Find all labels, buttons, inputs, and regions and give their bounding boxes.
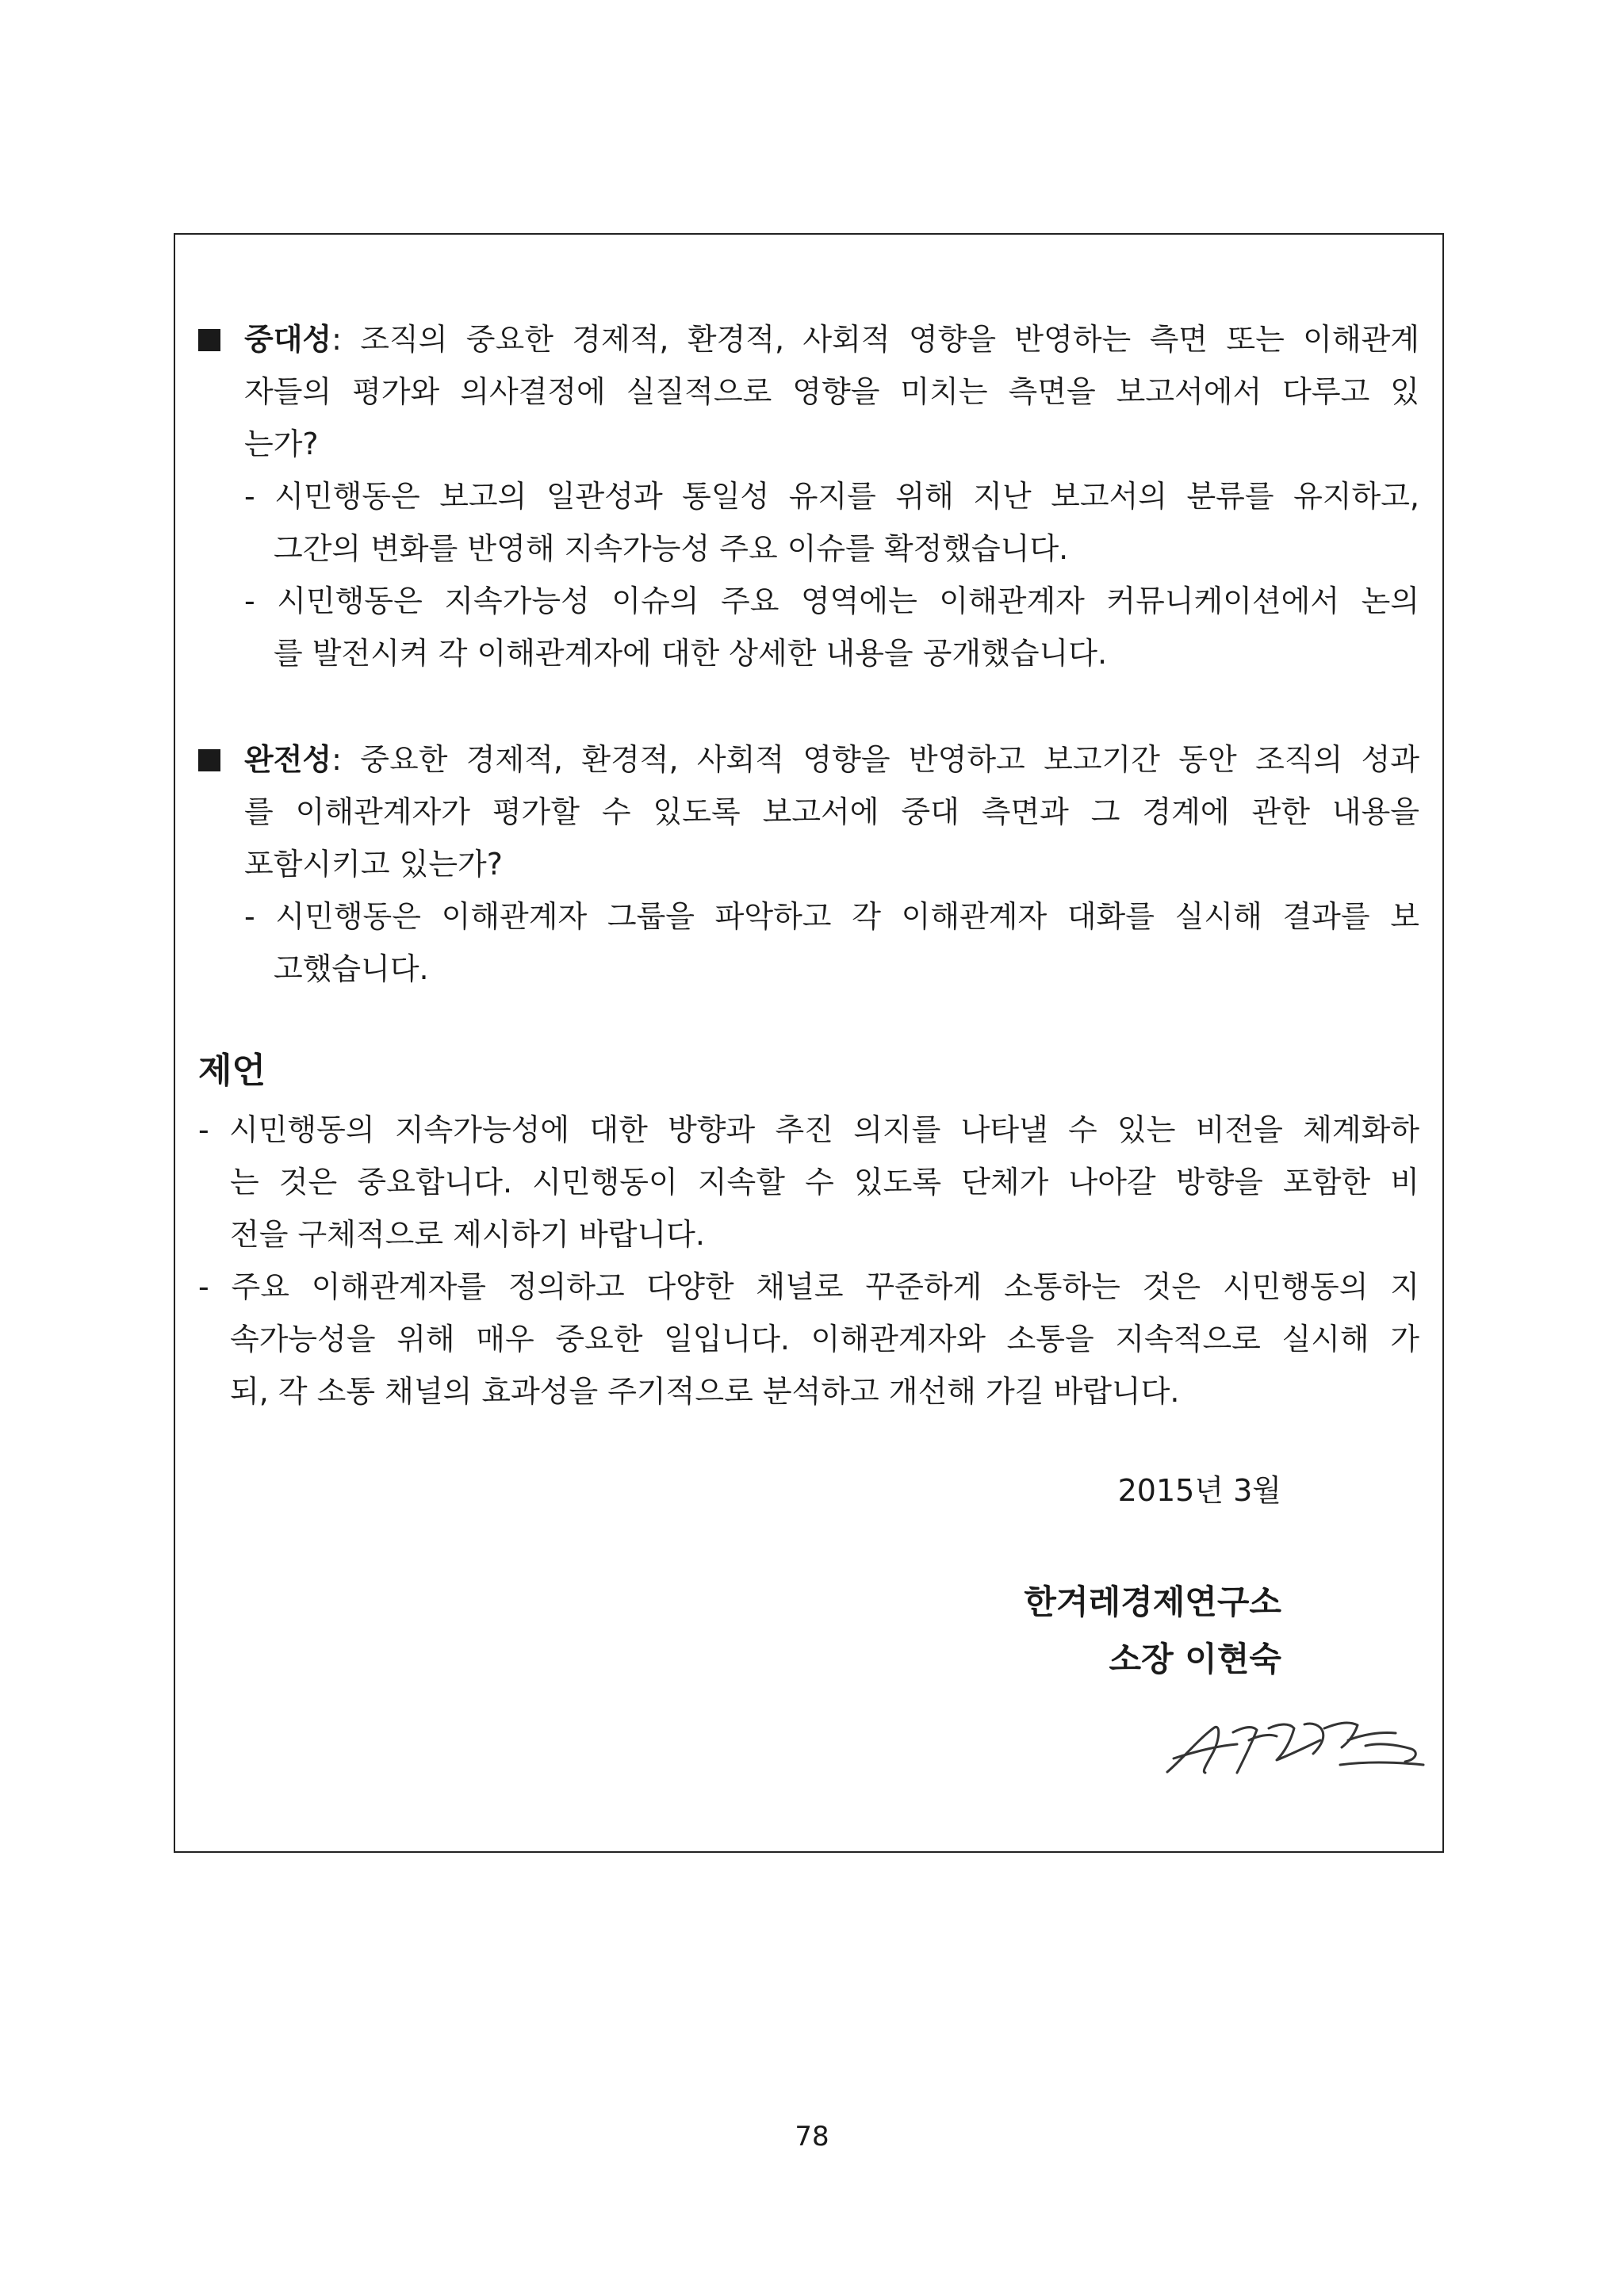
proposal-item2-line-2: 속가능성을 위해 매우 중요한 일입니다. 이해관계자와 소통을 지속적으로 실시해 가 <box>230 1322 1419 1357</box>
materiality-line1-text: : 조직의 중요한 경제적, 환경적, 사회적 영향을 반영하는 측면 또는 이해관계 <box>331 322 1419 357</box>
completeness-line1-text: : 중요한 경제적, 환경적, 사회적 영향을 반영하고 보고기간 동안 조직의 성과 <box>331 742 1419 777</box>
completeness-title: 완전성 <box>244 742 332 777</box>
materiality-sub2-line-2: 를 발전시켜 각 이해관계자에 대한 상세한 내용을 공개했습니다. <box>274 636 1108 671</box>
completeness-section <box>198 733 1419 995</box>
materiality-sub1-line-1: - 시민행동은 보고의 일관성과 통일성 유지를 위해 지난 보고서의 분류를 유지하고, <box>244 479 1419 514</box>
proposal-section <box>198 1104 1419 1418</box>
proposal-item1-line-3: 전을 구체적으로 제시하기 바랍니다. <box>230 1217 705 1252</box>
square-bullet-icon <box>198 329 220 351</box>
completeness-sub1-line-1: - 시민행동은 이해관계자 그룹을 파악하고 각 이해관계자 대화를 실시해 결과를 보 <box>244 899 1419 934</box>
handwritten-signature-icon <box>1158 1697 1435 1784</box>
proposal-heading: 제언 <box>198 1050 266 1091</box>
completeness-line-2: 를 이해관계자가 평가할 수 있도록 보고서에 중대 측면과 그 경계에 관한 내용을 <box>244 794 1419 829</box>
completeness-line-3: 포함시키고 있는가? <box>244 847 503 882</box>
materiality-sub1-line-2: 그간의 변화를 반영해 지속가능성 주요 이슈를 확정했습니다. <box>274 531 1069 566</box>
materiality-line-3: 는가? <box>244 427 319 461</box>
page-number: 78 <box>795 2121 829 2152</box>
report-date: 2015년 3월 <box>1117 1473 1281 1508</box>
proposal-item1-line-2: 는 것은 중요합니다. 시민행동이 지속할 수 있도록 단체가 나아갈 방향을 포함한 비 <box>230 1165 1419 1200</box>
completeness-line-1 <box>198 733 1419 786</box>
square-bullet-icon <box>198 749 220 771</box>
proposal-item2-line-3: 되, 각 소통 채널의 효과성을 주기적으로 분석하고 개선해 가길 바랍니다. <box>230 1374 1180 1409</box>
materiality-title: 중대성 <box>244 322 332 357</box>
materiality-section <box>198 313 1419 679</box>
proposal-item2-line-1: - 주요 이해관계자를 정의하고 다양한 채널로 꾸준하게 소통하는 것은 시민행동의 지 <box>198 1269 1419 1304</box>
materiality-sub2-line-1: - 시민행동은 지속가능성 이슈의 주요 영역에는 이해관계자 커뮤니케이션에서 논의 <box>244 584 1419 618</box>
completeness-sub1-line-2: 고했습니다. <box>274 951 429 986</box>
materiality-line-1 <box>198 313 1419 365</box>
materiality-line-2: 자들의 평가와 의사결정에 실질적으로 영향을 미치는 측면을 보고서에서 다루고 있 <box>244 374 1419 409</box>
proposal-item1-line-1: - 시민행동의 지속가능성에 대한 방향과 추진 의지를 나타낼 수 있는 비전을 체계화하 <box>198 1112 1419 1147</box>
organization-name: 한겨레경제연구소 <box>1024 1582 1281 1621</box>
signer-name: 소장 이현숙 <box>1109 1640 1281 1678</box>
